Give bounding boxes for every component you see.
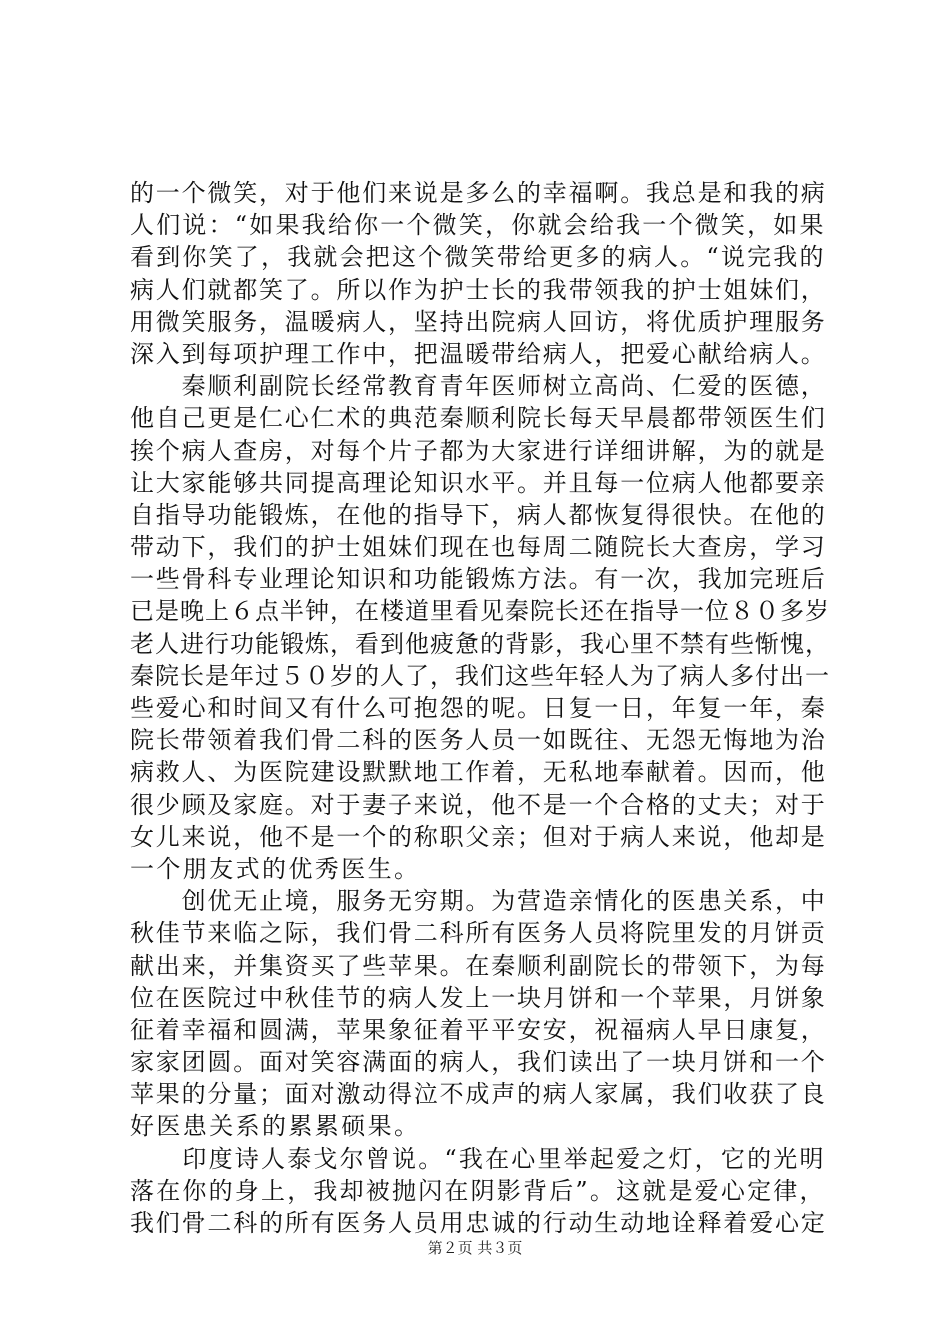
text-line: 让大家能够共同提高理论知识水平。并且每一位病人他都要亲: [130, 468, 827, 497]
text-line: 院长带领着我们骨二科的医务人员一如既往、无怨无悔地为治: [130, 726, 827, 755]
text-line: 自指导功能锻炼，在他的指导下，病人都恢复得很快。在他的: [130, 500, 827, 529]
text-line: 家家团圆。面对笑容满面的病人，我们读出了一块月饼和一个: [130, 1048, 827, 1077]
text-line: 病救人、为医院建设默默地工作着，无私地奉献着。因而，他: [130, 758, 827, 787]
text-line: 病人们就都笑了。所以作为护士长的我带领我的护士姐妹们，: [130, 275, 827, 304]
text-line: 已是晚上６点半钟，在楼道里看见秦院长还在指导一位８０多岁: [130, 597, 830, 626]
text-line: 女儿来说，他不是一个的称职父亲；但对于病人来说，他却是: [130, 822, 827, 851]
text-line: 印度诗人泰戈尔曾说。“我在心里举起爱之灯，它的光明: [130, 1144, 826, 1173]
text-line: 深入到每项护理工作中，把温暖带给病人，把爱心献给病人。: [130, 339, 827, 368]
text-line: 秦顺利副院长经常教育青年医师树立高尚、仁爱的医德，: [130, 372, 827, 401]
text-line: 看到你笑了，我就会把这个微笑带给更多的病人。“说完我的: [130, 243, 826, 272]
text-line: 位在医院过中秋佳节的病人发上一块月饼和一个苹果，月饼象: [130, 983, 827, 1012]
text-line: 人们说：“如果我给你一个微笑，你就会给我一个微笑，如果: [130, 211, 826, 240]
text-line: 苹果的分量；面对激动得泣不成声的病人家属，我们收获了良: [130, 1080, 827, 1109]
text-line: 他自己更是仁心仁术的典范秦顺利院长每天早晨都带领医生们: [130, 404, 827, 433]
text-line: 创优无止境，服务无穷期。为营造亲情化的医患关系，中: [130, 887, 827, 916]
text-line: 带动下，我们的护士姐妹们现在也每周二随院长大查房，学习: [130, 533, 827, 562]
text-line: 秋佳节来临之际，我们骨二科所有医务人员将院里发的月饼贡: [130, 919, 827, 948]
text-line: 些爱心和时间又有什么可抱怨的呢。日复一日，年复一年，秦: [130, 694, 827, 722]
page-footer: 第２页 共３页: [427, 1239, 523, 1257]
text-line: 献出来，并集资买了些苹果。在秦顺利副院长的带领下，为每: [130, 951, 827, 980]
text-line: 一个朋友式的优秀医生。: [130, 854, 421, 883]
text-line: 用微笑服务，温暖病人，坚持出院病人回访，将优质护理服务: [130, 307, 827, 336]
text-line: 挨个病人查房，对每个片子都为大家进行详细讲解，为的就是: [130, 436, 827, 465]
text-line: 征着幸福和圆满，苹果象征着平平安安，祝福病人早日康复，: [130, 1015, 827, 1044]
text-line: 很少顾及家庭。对于妻子来说，他不是一个合格的丈夫；对于: [130, 790, 827, 819]
text-line: 落在你的身上，我却被抛闪在阴影背后”。这就是爱心定律，: [130, 1176, 826, 1205]
text-line: 好医患关系的累累硕果。: [130, 1112, 421, 1141]
text-line: 一些骨科专业理论知识和功能锻炼方法。有一次，我加完班后: [130, 565, 827, 594]
text-line: 的一个微笑，对于他们来说是多么的幸福啊。我总是和我的病: [130, 179, 827, 207]
text-line: 秦院长是年过５０岁的人了，我们这些年轻人为了病人多付出一: [130, 661, 830, 690]
document-body: [130, 177, 830, 1239]
text-line: 我们骨二科的所有医务人员用忠诚的行动生动地诠释着爱心定: [130, 1209, 827, 1237]
text-line: 老人进行功能锻炼，看到他疲惫的背影，我心里不禁有些惭愧，: [130, 629, 830, 658]
